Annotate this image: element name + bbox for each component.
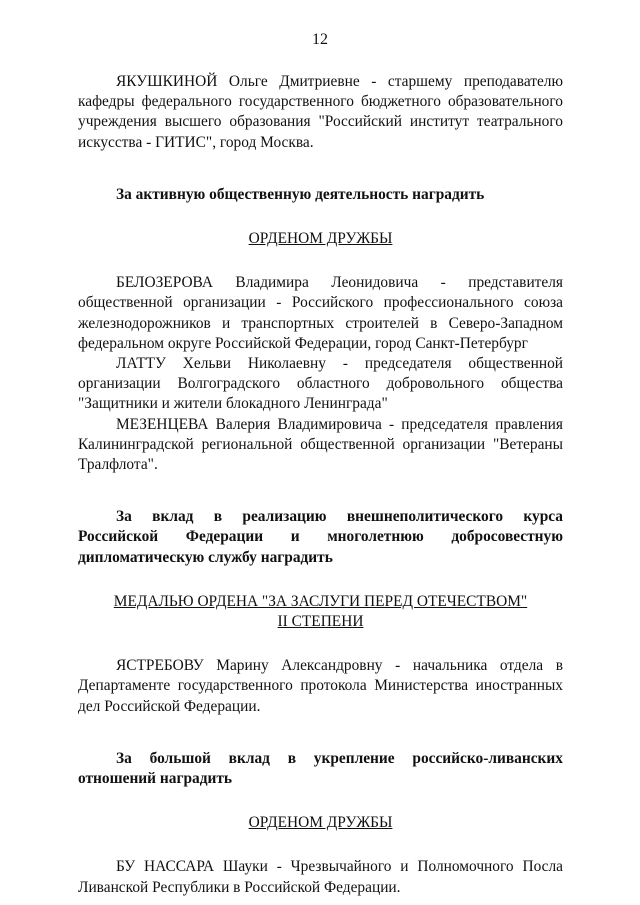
award-recipient-paragraph: ЯСТРЕБОВУ Марину Александровну - начальника отдела в Департаменте государственного протокола Министерства иностранных дел Российской Федерации. bbox=[78, 657, 563, 715]
award-reason-heading: За большой вклад в укрепление российско-ливанских отношений наградить bbox=[78, 749, 563, 788]
page-number: 12 bbox=[312, 31, 328, 48]
award-reason-heading: За вклад в реализацию внешнеполитического курса Российской Федерации и многолетнюю добросовестную дипломатическую службу наградить bbox=[78, 508, 563, 566]
award-recipient-paragraph: МЕЗЕНЦЕВА Валерия Владимировича - председателя правления Калининградской региональной общественной организации "Ветераны Тралфлота". bbox=[78, 415, 563, 474]
award-reason-heading: За активную общественную деятельность наградить bbox=[116, 185, 485, 203]
award-name: МЕДАЛЬЮ ОРДЕНА "ЗА ЗАСЛУГИ ПЕРЕД ОТЕЧЕСТВОМ" bbox=[113, 592, 528, 610]
award-recipient-paragraph: ЯКУШКИНОЙ Ольге Дмитриевне - старшему преподавателю кафедры федерального государственного бюджетного образовательного учреждения высшего образования "Российский институт театрального искусства - ГИТИС", город Москва. bbox=[78, 73, 563, 151]
award-recipient-paragraph: БУ НАССАРА Шауки - Чрезвычайного и Полномочного Посла Ливанской Республики в Российской Федерации. bbox=[78, 858, 563, 896]
award-degree: II СТЕПЕНИ bbox=[277, 613, 364, 631]
award-name: ОРДЕНОМ ДРУЖБЫ bbox=[248, 814, 393, 832]
award-name: ОРДЕНОМ ДРУЖБЫ bbox=[248, 230, 393, 248]
document-body bbox=[78, 72, 563, 898]
award-recipient-paragraph: ЛАТТУ Хельви Николаевну - председателя общественной организации Волгоградского областного добровольного общества "Защитники и жители блокадного Ленинграда" bbox=[78, 355, 563, 413]
award-recipient-paragraph: БЕЛОЗЕРОВА Владимира Леонидовича - представителя общественной организации - Российского профессионального союза железнодорожников и транспортных строителей в Северо-Западном федеральном округе Российской Федерации, город Санкт-Петербург bbox=[78, 274, 563, 352]
